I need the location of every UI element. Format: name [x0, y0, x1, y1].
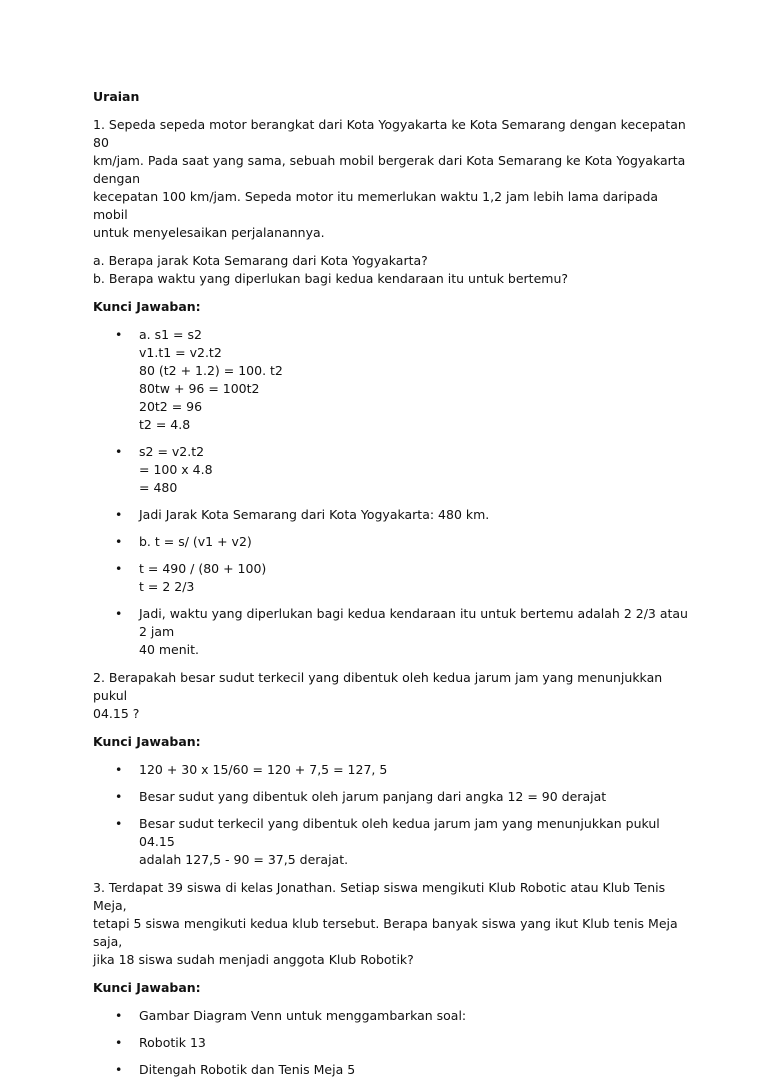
- text-line: adalah 127,5 - 90 = 37,5 derajat.: [139, 852, 349, 867]
- text-line: tetapi 5 siswa mengikuti kedua klub tersebut. Berapa banyak siswa yang ikut Klub tenis Meja saja,: [93, 916, 682, 949]
- bullet-icon: •: [115, 789, 123, 804]
- text-line: b. Berapa waktu yang diperlukan bagi kedua kendaraan itu untuk bertemu?: [93, 271, 569, 286]
- question-2-text: [93, 669, 688, 723]
- text-line: jika 18 siswa sudah menjadi anggota Klub Robotik?: [93, 952, 414, 967]
- text-line: s2 = v2.t2: [139, 444, 205, 459]
- list-item: [93, 815, 688, 869]
- bullet-icon: •: [115, 762, 123, 777]
- answer-list-2: [93, 761, 688, 869]
- text-line: 80tw + 96 = 100t2: [139, 381, 260, 396]
- list-item: [93, 788, 688, 806]
- question-1-text: [93, 116, 688, 242]
- list-item: [93, 605, 692, 659]
- answer-list-1: [93, 326, 692, 659]
- text-line: 120 + 30 x 15/60 = 120 + 7,5 = 127, 5: [139, 762, 388, 777]
- list-item: [93, 506, 688, 524]
- section-heading: Uraian: [93, 89, 140, 104]
- text-line: t = 2 2/3: [139, 579, 195, 594]
- list-item: [93, 1061, 688, 1079]
- question-1-subquestions: [93, 252, 688, 288]
- answer-key-label: Kunci Jawaban:: [93, 299, 201, 314]
- list-item: [93, 443, 688, 497]
- list-item: [93, 560, 688, 596]
- text-line: = 480: [139, 480, 178, 495]
- answer-key-label: Kunci Jawaban:: [93, 980, 201, 995]
- text-line: km/jam. Pada saat yang sama, sebuah mobil bergerak dari Kota Semarang ke Kota Yogyakarta dengan: [93, 153, 690, 186]
- bullet-icon: •: [115, 561, 123, 576]
- text-line: Robotik 13: [139, 1035, 206, 1050]
- text-line: Besar sudut yang dibentuk oleh jarum panjang dari angka 12 = 90 derajat: [139, 789, 607, 804]
- bullet-icon: •: [115, 606, 123, 621]
- text-line: Gambar Diagram Venn untuk menggambarkan soal:: [139, 1008, 467, 1023]
- bullet-icon: •: [115, 1008, 123, 1023]
- bullet-icon: •: [115, 534, 123, 549]
- text-line: Jadi, waktu yang diperlukan bagi kedua kendaraan itu untuk bertemu adalah 2 2/3 atau 2 jam: [139, 606, 692, 639]
- text-line: kecepatan 100 km/jam. Sepeda motor itu memerlukan waktu 1,2 jam lebih lama daripada mobil: [93, 189, 663, 222]
- text-line: 1. Sepeda sepeda motor berangkat dari Kota Yogyakarta ke Kota Semarang dengan kecepatan 80: [93, 117, 690, 150]
- text-line: 40 menit.: [139, 642, 200, 657]
- text-line: Ditengah Robotik dan Tenis Meja 5: [139, 1062, 356, 1077]
- question-3-text: [93, 879, 688, 969]
- bullet-icon: •: [115, 327, 123, 342]
- bullet-icon: •: [115, 1062, 123, 1077]
- list-item: [93, 1034, 688, 1052]
- text-line: 04.15 ?: [93, 706, 140, 721]
- list-item: [93, 761, 688, 779]
- text-line: b. t = s/ (v1 + v2): [139, 534, 252, 549]
- list-item: [93, 326, 688, 434]
- answer-key-label: Kunci Jawaban:: [93, 734, 201, 749]
- text-line: v1.t1 = v2.t2: [139, 345, 222, 360]
- bullet-icon: •: [115, 444, 123, 459]
- list-item: [93, 1007, 688, 1025]
- answer-list-3: [93, 1007, 688, 1079]
- list-item: [93, 533, 688, 551]
- bullet-icon: •: [115, 816, 123, 831]
- text-line: Besar sudut terkecil yang dibentuk oleh kedua jarum jam yang menunjukkan pukul 04.15: [139, 816, 664, 849]
- text-line: 20t2 = 96: [139, 399, 203, 414]
- text-line: = 100 x 4.8: [139, 462, 213, 477]
- text-line: a. s1 = s2: [139, 327, 202, 342]
- bullet-icon: •: [115, 1035, 123, 1050]
- text-line: untuk menyelesaikan perjalanannya.: [93, 225, 325, 240]
- text-line: t2 = 4.8: [139, 417, 191, 432]
- text-line: Jadi Jarak Kota Semarang dari Kota Yogyakarta: 480 km.: [139, 507, 490, 522]
- text-line: 80 (t2 + 1.2) = 100. t2: [139, 363, 283, 378]
- text-line: t = 490 / (80 + 100): [139, 561, 267, 576]
- text-line: 3. Terdapat 39 siswa di kelas Jonathan. Setiap siswa mengikuti Klub Robotic atau Klub Tenis Meja,: [93, 880, 670, 913]
- bullet-icon: •: [115, 507, 123, 522]
- text-line: 2. Berapakah besar sudut terkecil yang dibentuk oleh kedua jarum jam yang menunjukkan pukul: [93, 670, 667, 703]
- text-line: a. Berapa jarak Kota Semarang dari Kota Yogyakarta?: [93, 253, 428, 268]
